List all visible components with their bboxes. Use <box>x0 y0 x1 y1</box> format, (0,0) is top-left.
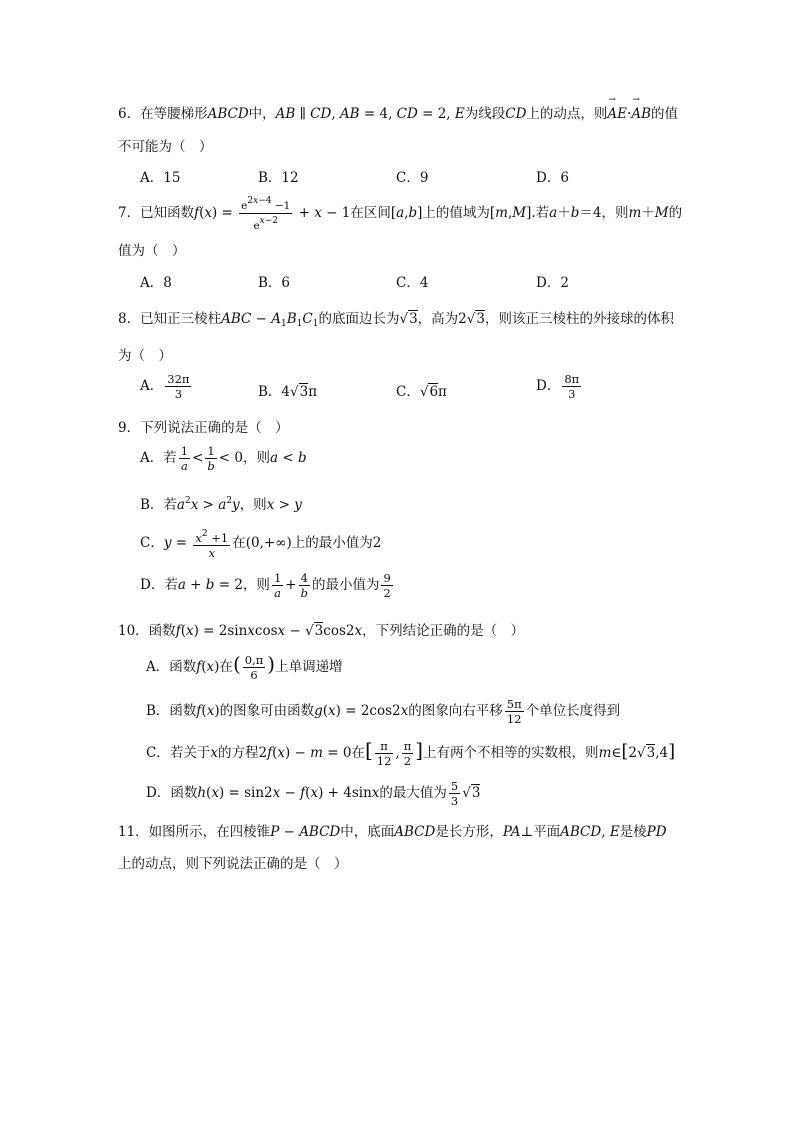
q7-line1: 7．已知函数f(x) = $\frac{e2x-4 -1}{ex-2}$ + x − 1在区间[a,b]上的值域为[m,M].若a＋b＝4，则m＋M的 <box>118 196 683 232</box>
q9-stem: 9．下列说法正确的是（ ） <box>118 420 289 436</box>
q7-option-a: A．8 <box>140 275 172 291</box>
q8-option-b: B．4√3π <box>258 384 318 400</box>
q8-option-d: D． $\frac{8\pi}{3}$ <box>536 372 580 401</box>
q8-option-c: C．√6π <box>396 384 447 400</box>
q6-option-c: C．9 <box>396 170 429 186</box>
q8-line2: 为（ ） <box>118 348 172 364</box>
q7-option-d: D．2 <box>536 275 569 291</box>
q8-option-a: A． $\frac{32\pi}{3}$ <box>140 372 190 401</box>
q10-stem: 10．函数f(x) = 2sinxcosx − √3cos2x，下列结论正确的是（ ） <box>118 623 525 639</box>
q6-option-b: B．12 <box>258 170 299 186</box>
q9-option-b: B．若$a^2x > a^2y$，则x > y <box>140 496 302 513</box>
q9-option-d: D．若a + b = 2，则 $\frac{1}{a}$ + $\frac{4}{b}$ 的最小值为 $\frac{9}{2}$ <box>140 571 391 600</box>
q9-option-c: C．y = $\frac{x^2 +1}{x}$ 在(0,+∞)上的最小值为2 <box>140 529 382 560</box>
q11-line1: 11．如图所示，在四棱锥P − ABCD中，底面ABCD是长方形，PA⊥平面ABCD, E是棱PD <box>118 824 667 840</box>
q8-line1: 8．已知正三棱柱ABC − $A_1B_1C_1$的底面边长为√3，高为2√3，则该正三棱柱的外接球的体积 <box>118 311 674 329</box>
q6-option-d: D．6 <box>536 170 569 186</box>
q6-option-a: A．15 <box>140 170 181 186</box>
q10-option-a: A．函数f(x)在( $\frac{0,\pi}{6}$ )上单调递增 <box>146 652 343 682</box>
q10-option-d: D．函数h(x) = sin2x − f(x) + 4sinx的最大值为 $\frac{5}{3}$ √3 <box>146 779 481 808</box>
q7-option-b: B．6 <box>258 275 291 291</box>
q10-option-b: B．函数f(x)的图象可由函数g(x) = 2cos2x的图象向右平移 $\frac{5\pi}{12}$ 个单位长度得到 <box>146 697 621 726</box>
q11-line2: 上的动点，则下列说法正确的是（ ） <box>118 856 348 872</box>
q7-line2: 值为（ ） <box>118 243 186 259</box>
q6-line2: 不可能为（ ） <box>118 139 213 155</box>
q7-option-c: C．4 <box>396 275 429 291</box>
q10-option-c: C．若关于x的方程2f(x) − m = 0在[ $\frac{\pi}{12}$ , $\frac{\pi}{2}$ ]上有两个不相等的实数根，则m∈[2√3,4] <box>146 738 676 768</box>
q6-line1: 6．在等腰梯形ABCD中，AB ∥ CD, AB = 4, CD = 2, E为线段CD上的动点，则→ AE·→ AB的值 <box>118 102 678 122</box>
q9-option-a: A．若 $\frac{1}{a}$ < $\frac{1}{b}$ < 0，则a < b <box>140 444 307 473</box>
